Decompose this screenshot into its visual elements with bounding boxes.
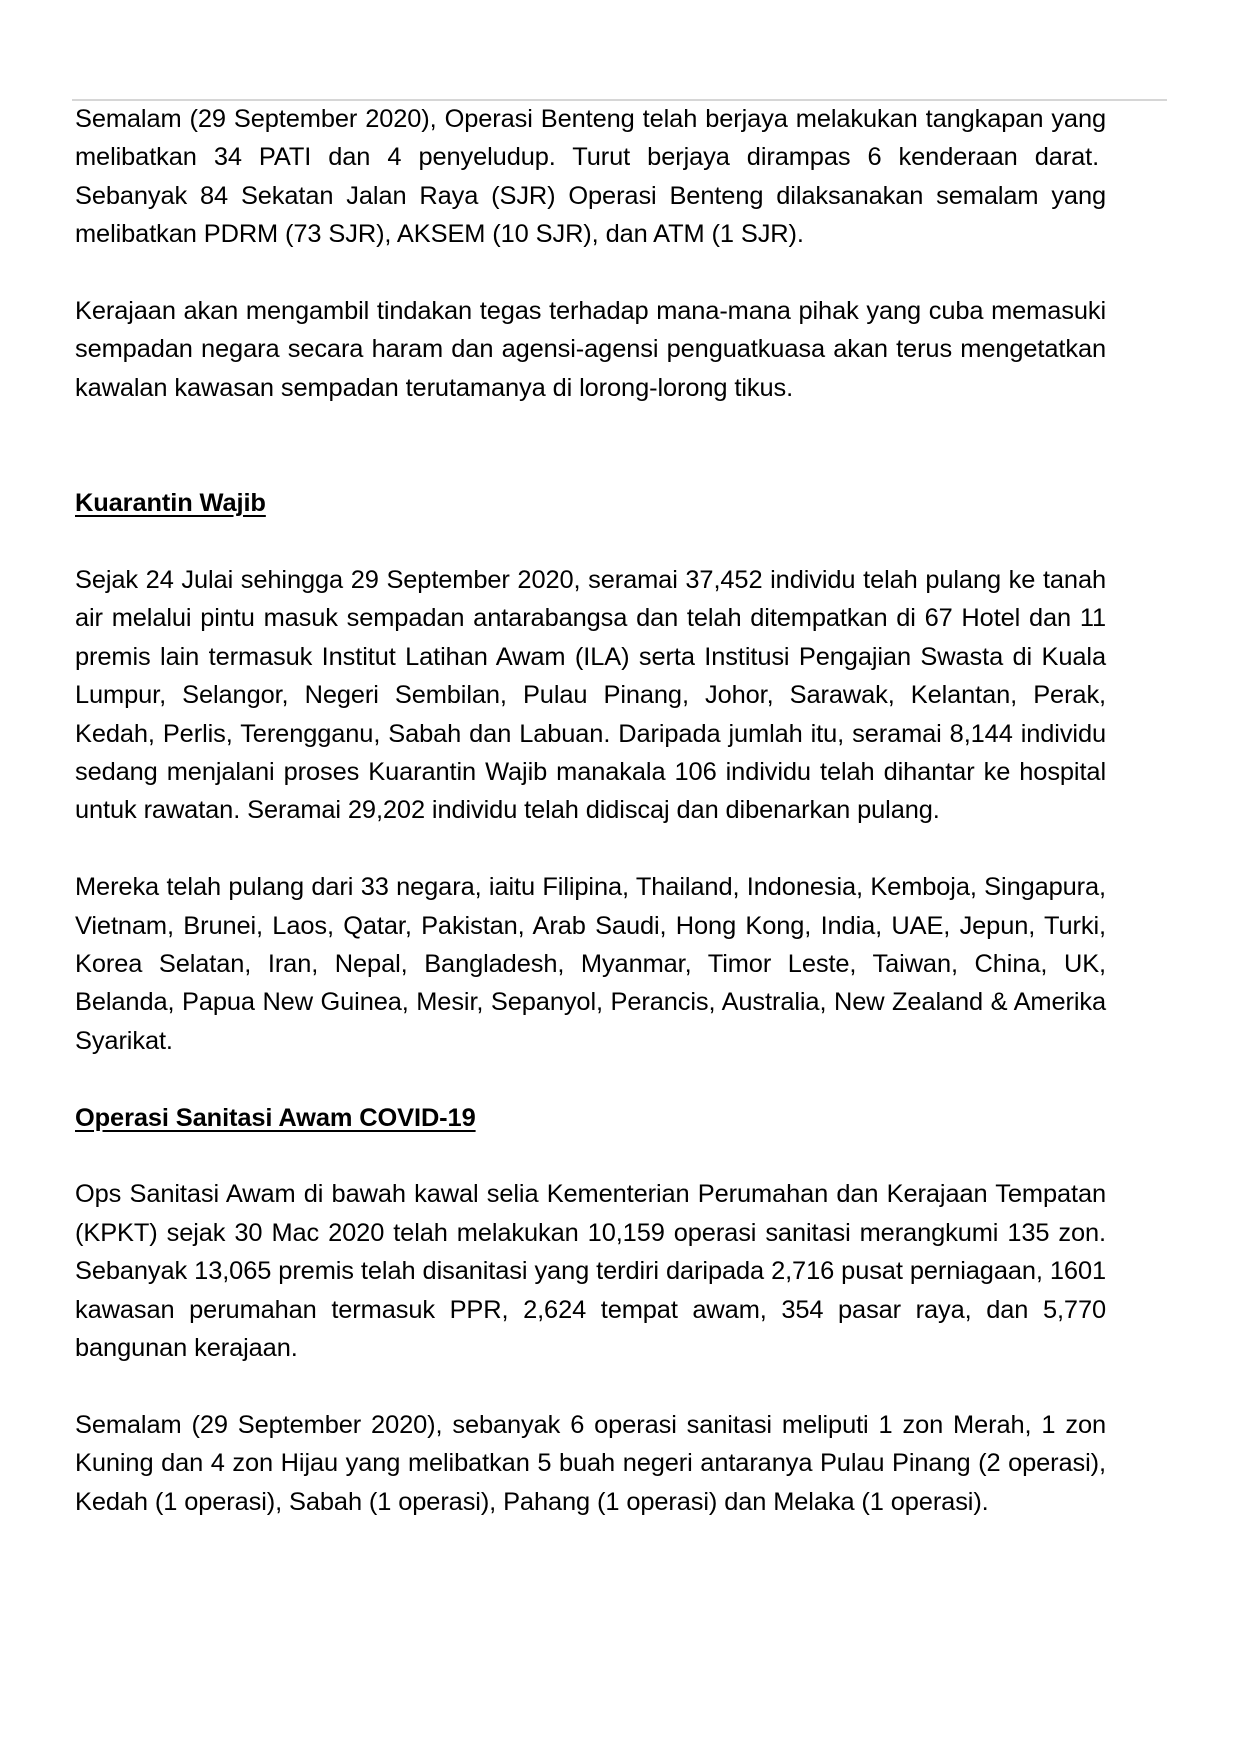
heading-kuarantin-wajib: Kuarantin Wajib: [75, 489, 266, 518]
paragraph-kerajaan-tindakan-tegas: Kerajaan akan mengambil tindakan tegas terhadap mana-mana pihak yang cuba memasuki sempadan negara secara haram dan agensi-agensi penguatkuasa akan terus mengetatkan kawalan kawasan sempadan terutamanya di lorong-lorong tikus.: [75, 297, 1106, 402]
paragraph-senarai-negara: Mereka telah pulang dari 33 negara, iaitu Filipina, Thailand, Indonesia, Kemboja, Singapura, Vietnam, Brunei, Laos, Qatar, Pakistan, Arab Saudi, Hong Kong, India, UAE, Jepun, Turki, Korea Selatan, Iran, Nepal, Bangladesh, Myanmar, Timor Leste, Taiwan, China, UK, Belanda, Papua New Guinea, Mesir, Sepanyol, Perancis, Australia, New Zealand & Amerika Syarikat.: [75, 873, 1106, 1055]
paragraph-sanitasi-semalam: Semalam (29 September 2020), sebanyak 6 operasi sanitasi meliputi 1 zon Merah, 1 zon Kuning dan 4 zon Hijau yang melibatkan 5 buah negeri antaranya Pulau Pinang (2 operasi), Kedah (1 operasi), Sabah (1 operasi), Pahang (1 operasi) dan Melaka (1 operasi).: [75, 1410, 1106, 1516]
heading-operasi-sanitasi-awam: Operasi Sanitasi Awam COVID-19: [75, 1103, 476, 1132]
paragraph-operasi-benteng-summary: Semalam (29 September 2020), Operasi Benteng telah berjaya melakukan tangkapan yang melibatkan 34 PATI dan 4 penyeludup. Turut berjaya dirampas 6 kenderaan darat. Sebanyak 84 Sekatan Jalan Raya (SJR) Operasi Benteng dilaksanakan semalam yang melibatkan PDRM (73 SJR), AKSEM (10 SJR), dan ATM (1 SJR).: [75, 105, 1106, 249]
paragraph-kuarantin-statistik: Sejak 24 Julai sehingga 29 September 2020, seramai 37,452 individu telah pulang ke tanah air melalui pintu masuk sempadan antarabangsa dan telah ditempatkan di 67 Hotel dan 11 premis lain termasuk Institut Latihan Awam (ILA) serta Institusi Pengajian Swasta di Kuala Lumpur, Selangor, Negeri Sembilan, Pulau Pinang, Johor, Sarawak, Kelantan, Perak, Kedah, Perlis, Terengganu, Sabah dan Labuan. Daripada jumlah itu, seramai 8,144 individu sedang menjalani proses Kuarantin Wajib manakala 106 individu telah dihantar ke hospital untuk rawatan. Seramai 29,202 individu telah didiscaj dan dibenarkan pulang.: [75, 566, 1106, 825]
paragraph-sanitasi-statistik: Ops Sanitasi Awam di bawah kawal selia Kementerian Perumahan dan Kerajaan Tempatan (KPKT) sejak 30 Mac 2020 telah melakukan 10,159 operasi sanitasi merangkumi 135 zon. Sebanyak 13,065 premis telah disanitasi yang terdiri daripada 2,716 pusat perniagaan, 1601 kawasan perumahan termasuk PPR, 2,624 tempat awam, 354 pasar raya, dan 5,770 bangunan kerajaan.: [75, 1180, 1106, 1363]
document-body: [75, 100, 1106, 1521]
